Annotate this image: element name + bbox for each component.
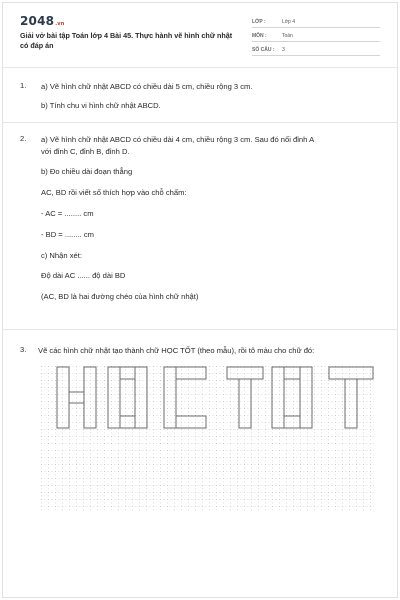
dotted-grid-bottom (40, 447, 374, 513)
question-2-part-c: c) Nhận xét: (41, 251, 82, 260)
meta-value-grade: Lớp 4 (282, 19, 296, 25)
question-3-number: 3. (20, 345, 27, 354)
meta-label-grade: LỚP : (252, 19, 266, 25)
question-2-part-a-line1: a) Vẽ hình chữ nhật ABCD có chiều dài 4 cm, chiều rộng 3 cm. Sau đó nối đỉnh A (41, 135, 315, 144)
logo-suffix: .vn (55, 21, 65, 27)
question-2-c-note: (AC, BD là hai đường chéo của hình chữ nhật) (41, 292, 199, 301)
question-2-c-statement: Độ dài AC ...... độ dài BD (41, 271, 126, 280)
question-1-part-a: a) Vẽ hình chữ nhật ABCD có chiều dài 5 cm, chiều rộng 3 cm. (41, 82, 253, 91)
meta-label-count: SỐ CÂU : (252, 47, 275, 53)
meta-value-subject: Toán (282, 33, 293, 39)
meta-value-count: 3 (282, 47, 285, 53)
question-2-bd-blank: - BD = ........ cm (41, 230, 94, 239)
meta-label-subject: MÔN : (252, 33, 267, 39)
question-2-ac-blank: - AC = ........ cm (41, 209, 94, 218)
logo-text: 2048 (20, 14, 55, 28)
page-title: Giải vở bài tập Toán lớp 4 Bài 45. Thực hành vẽ hình chữ nhật có đáp án (20, 31, 233, 50)
question-2-part-b: b) Đo chiều dài đoạn thẳng (41, 167, 133, 176)
question-2-number: 2. (20, 134, 27, 143)
question-1-number: 1. (20, 81, 27, 90)
dotted-grid-top (40, 364, 374, 444)
question-1-part-b: b) Tính chu vi hình chữ nhật ABCD. (41, 101, 161, 110)
question-2-part-a-line2: với đỉnh C, đỉnh B, đỉnh D. (41, 147, 130, 156)
question-3-text: Vẽ các hình chữ nhật tạo thành chữ HỌC TỐT (theo mẫu), rồi tô màu cho chữ đó: (38, 346, 315, 355)
question-2-b-instruction: AC, BD rồi viết số thích hợp vào chỗ chấm: (41, 188, 187, 197)
